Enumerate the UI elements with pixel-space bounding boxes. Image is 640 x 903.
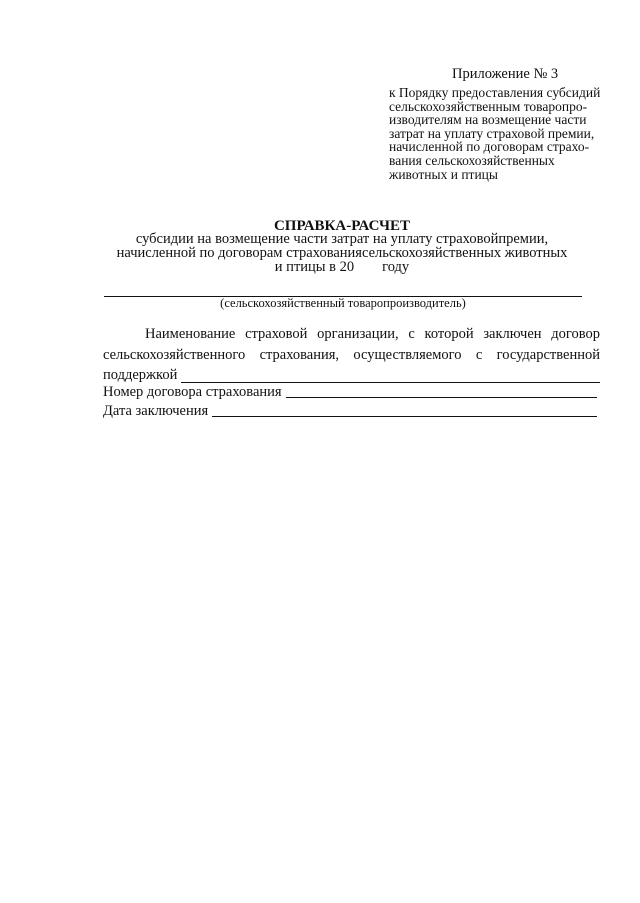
subtitle-line: начисленной по договорам страхованиясельскохозяйственных животных — [116, 245, 568, 261]
subtitle-line: субсидии на возмещение части затрат на уплату страховойпремии, — [135, 231, 549, 247]
contract-number-blank — [286, 383, 597, 398]
reference-line: вания сельскохозяйственных — [389, 152, 555, 168]
reference-line: животных и птицы — [389, 166, 498, 182]
year-prefix: и птицы в 20 — [274, 259, 355, 275]
conclusion-date-field — [103, 402, 597, 420]
paragraph-line: Наименование страховой организации, с которой заключен договор — [145, 326, 600, 342]
document-subtitle — [0, 232, 640, 274]
conclusion-date-blank — [212, 402, 597, 417]
reference-line: изводителям на возмещение части — [389, 112, 587, 128]
appendix-reference — [389, 86, 629, 181]
reference-line: к Порядку предоставления субсидий — [389, 85, 601, 100]
conclusion-date-label: Дата заключения — [103, 403, 209, 419]
contract-number-field — [103, 383, 597, 401]
paragraph-line: поддержкой — [103, 367, 178, 383]
reference-line: начисленной по договорам страхо- — [389, 139, 590, 155]
reference-line: сельскохозяйственным товаропро- — [389, 98, 588, 114]
producer-caption: (сельскохозяйственный товаропроизводитель) — [220, 296, 466, 310]
year-suffix: году — [382, 259, 410, 275]
subtitle-year-line — [0, 260, 640, 274]
reference-line: затрат на уплату страховой премии, — [389, 125, 595, 141]
insurer-paragraph — [103, 324, 600, 386]
insurer-name-blank — [181, 368, 600, 383]
paragraph-line: сельскохозяйственного страхования, осуществляемого с государственной — [103, 346, 600, 363]
contract-number-label: Номер договора страхования — [103, 384, 282, 400]
document-title: СПРАВКА-РАСЧЕТ — [273, 218, 411, 234]
appendix-label: Приложение № 3 — [452, 66, 559, 82]
